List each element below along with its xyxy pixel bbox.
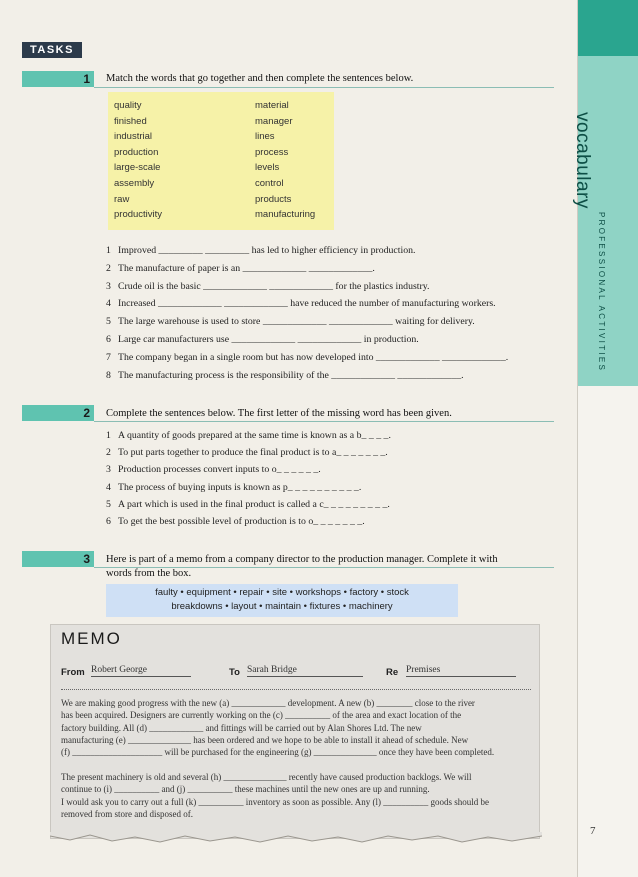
task-2-sentence	[106, 499, 390, 510]
right-word-2: manager	[255, 115, 293, 127]
task-3-instruction-line-1: Here is part of a memo from a company director to the production manager. Complete it with	[106, 554, 498, 565]
word-box-line-1: faulty • equipment • repair • site • workshops • factory • stock	[155, 587, 409, 598]
task-2-divider	[94, 421, 554, 422]
memo-from-value: Robert George	[91, 665, 191, 677]
memo-paragraph-1	[61, 697, 531, 758]
sentence-number: 4	[106, 298, 111, 310]
sentence-text: The process of buying inputs is known as p_ _ _ _ _ _ _ _ _ _.	[118, 481, 362, 493]
memo-line: has been acquired. Designers are currently working on the (c) __________ of the area and exact location of the	[61, 710, 462, 721]
left-word-4: production	[114, 146, 159, 158]
sentence-number: 1	[106, 245, 111, 256]
sentence-number: 2	[106, 262, 111, 274]
right-word-8: manufacturing	[255, 209, 316, 221]
memo-line: We are making good progress with the new (a) ____________ development. A new (b) ________ close to the river	[61, 698, 475, 708]
section-sidebar	[572, 0, 638, 877]
task-1-number: 1	[83, 72, 90, 86]
sentence-number: 3	[106, 280, 111, 292]
sidebar-band	[578, 56, 638, 386]
task-3-instruction-line-2: words from the box.	[106, 568, 192, 579]
memo-card	[50, 624, 540, 839]
task-1-sentence	[106, 298, 496, 309]
sentence-number: 5	[106, 498, 111, 510]
torn-edge	[50, 832, 542, 850]
sentence-text: A part which is used in the final product is called a c_ _ _ _ _ _ _ _ _.	[118, 498, 390, 510]
memo-line: removed from store and disposed of.	[61, 808, 193, 819]
sentence-text: Increased _____________ _____________ have reduced the number of manufacturing workers.	[118, 298, 496, 310]
task-2-sentence	[106, 464, 321, 475]
task-1-instruction: Match the words that go together and then complete the sentences below.	[106, 73, 414, 84]
memo-line: The present machinery is old and several (h) ______________ recently have caused production backlogs. We will	[61, 772, 472, 782]
memo-line: I would ask you to carry out a full (k) __________ inventory as soon as possible. Any (l) __________ goods should be	[61, 796, 489, 807]
sidebar-title: vocabulary	[572, 112, 593, 209]
right-word-5: levels	[255, 162, 280, 174]
memo-to-label: To	[229, 667, 240, 678]
sentence-number: 7	[106, 351, 111, 363]
tasks-badge: TASKS	[22, 42, 82, 58]
sidebar-color-block	[578, 0, 638, 56]
sentence-number: 4	[106, 481, 111, 493]
sentence-text: Production processes convert inputs to o_ _ _ _ _ _.	[118, 464, 321, 476]
sidebar-subtitle: PROFESSIONAL ACTIVITIES	[597, 212, 606, 373]
sentence-text: The manufacturing process is the responsibility of the _____________ _____________.	[118, 369, 464, 381]
left-word-5: large-scale	[114, 162, 161, 174]
memo-separator	[61, 689, 531, 690]
left-word-column	[114, 98, 162, 223]
word-box-line-2: breakdowns • layout • maintain • fixtures • machinery	[171, 601, 393, 612]
sentence-text: The large warehouse is used to store _____________ _____________ waiting for delivery.	[118, 316, 475, 328]
sentence-text: The manufacture of paper is an _____________ _____________.	[118, 262, 375, 274]
left-word-2: finished	[114, 115, 147, 127]
task-1-bar	[22, 71, 94, 87]
right-word-6: control	[255, 177, 284, 189]
sentence-number: 8	[106, 369, 111, 381]
task-1-sentence	[106, 352, 508, 363]
task-2-sentence	[106, 482, 361, 493]
sentence-number: 3	[106, 464, 111, 476]
right-word-4: process	[255, 146, 289, 158]
page-number: 7	[590, 825, 596, 837]
task-2-bar	[22, 405, 94, 421]
memo-line: (f) ____________________ will be purchased for the engineering (g) ______________ once they have been completed.	[61, 747, 495, 758]
task-2-sentence	[106, 516, 365, 527]
memo-line: continue to (i) __________ and (j) __________ these machines until the new ones are up and running.	[61, 784, 430, 795]
sentence-text: Crude oil is the basic _____________ _____________ for the plastics industry.	[118, 280, 430, 292]
left-word-6: assembly	[114, 177, 155, 189]
memo-title: MEMO	[61, 629, 122, 648]
sentence-text: The company began in a single room but has now developed into _____________ _____________.	[118, 351, 509, 363]
memo-re-value: Premises	[406, 665, 516, 677]
left-word-1: quality	[114, 100, 142, 111]
sentence-number: 6	[106, 334, 111, 345]
task-1-sentence	[106, 334, 419, 345]
sentence-text: Large car manufacturers use _____________ _____________ in production.	[118, 334, 419, 345]
sentence-number: 1	[106, 430, 111, 441]
task-1-sentence	[106, 263, 375, 274]
sentence-number: 5	[106, 316, 111, 328]
right-word-3: lines	[255, 131, 275, 143]
sentence-text: Improved _________ _________ has led to higher efficiency in production.	[118, 245, 416, 256]
task-1-sentence	[106, 316, 475, 327]
memo-line: manufacturing (e) ______________ has been ordered and we hope to be able to install it ahead of schedule. New	[61, 734, 469, 745]
task-2-number: 2	[83, 406, 90, 420]
memo-line: factory building. All (d) ____________ and fittings will be carried out by Alan Shores Ltd. The new	[61, 722, 422, 733]
task-3-number: 3	[83, 552, 90, 566]
sentence-text: To get the best possible level of production is to o_ _ _ _ _ _ _.	[118, 516, 365, 527]
task-3-bar	[22, 551, 94, 567]
task-1-divider	[94, 87, 554, 88]
right-word-7: products	[255, 193, 292, 205]
task-2-sentence	[106, 447, 388, 458]
task-1-sentence	[106, 370, 464, 381]
memo-to-value: Sarah Bridge	[247, 665, 363, 677]
sentence-text: To put parts together to produce the final product is to a_ _ _ _ _ _ _.	[118, 447, 388, 459]
sentence-text: A quantity of goods prepared at the same time is known as a b_ _ _ _.	[118, 430, 391, 441]
left-word-8: productivity	[114, 209, 163, 221]
task-2-instruction: Complete the sentences below. The first letter of the missing word has been given.	[106, 408, 452, 419]
task-2-sentence	[106, 430, 391, 441]
right-word-1: material	[255, 100, 289, 111]
memo-from-label: From	[61, 667, 85, 678]
sentence-number: 2	[106, 447, 111, 459]
left-word-3: industrial	[114, 131, 153, 143]
task-1-sentence	[106, 245, 415, 256]
word-box	[106, 584, 458, 617]
memo-paragraph-2	[61, 771, 531, 820]
left-word-7: raw	[114, 193, 130, 205]
word-match-box	[108, 92, 334, 230]
sentence-number: 6	[106, 516, 111, 527]
right-word-column	[255, 98, 315, 223]
memo-re-label: Re	[386, 667, 399, 678]
task-1-sentence	[106, 281, 429, 292]
